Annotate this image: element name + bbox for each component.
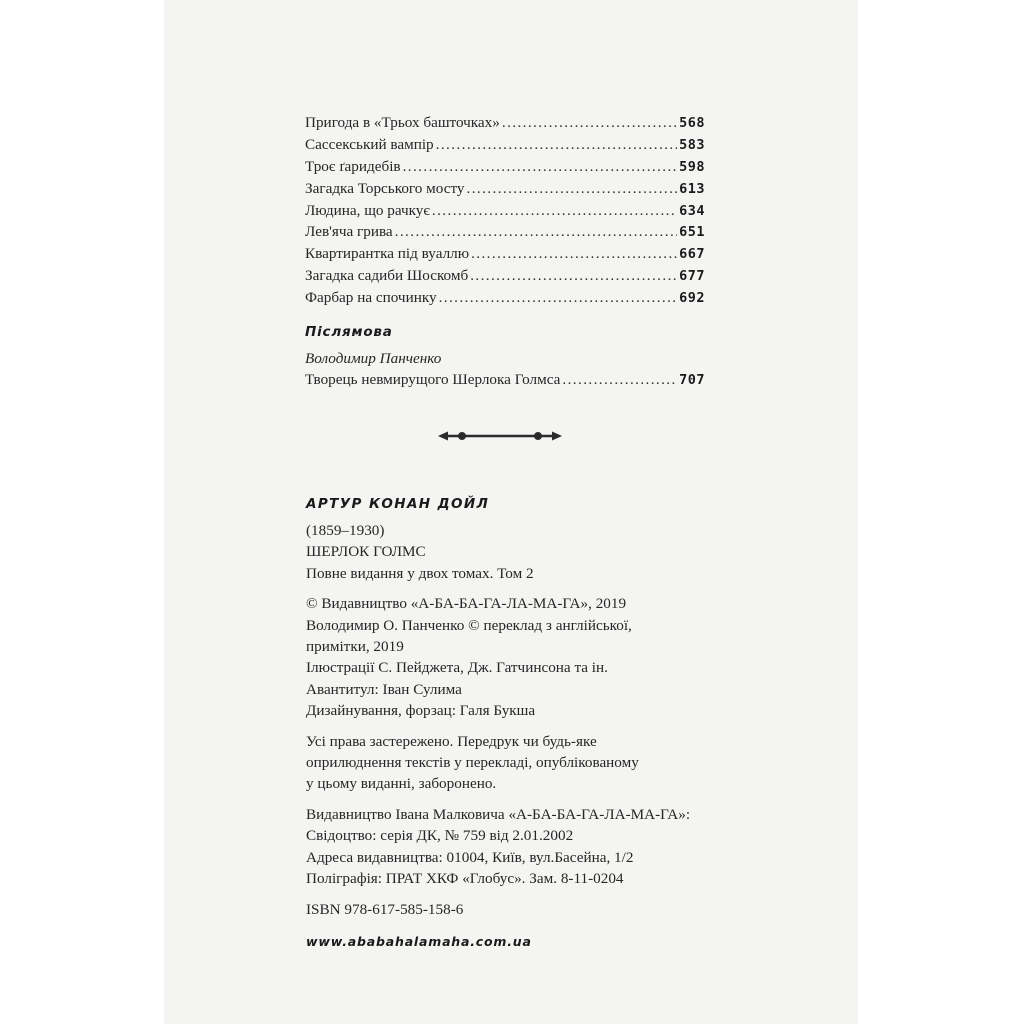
toc-entry-title: Пригода в «Трьох башточках»: [305, 114, 500, 131]
rights-line: оприлюднення текстів у перекладі, опублікованому: [306, 754, 639, 772]
edition-info: Повне видання у двох томах. Том 2: [306, 564, 534, 582]
publisher-line: Видавництво Івана Малковича «А-БА-БА-ГА-ЛА-МА-ГА»:: [306, 805, 691, 823]
author-name: АРТУР КОНАН ДОЙЛ: [306, 496, 490, 512]
dot-leader: [439, 287, 678, 309]
afterword-heading: Післямова: [305, 324, 393, 341]
toc-entry-page: 598: [679, 158, 705, 175]
rights-line: у цьому виданні, заборонено.: [306, 775, 497, 793]
dot-leader: [403, 156, 678, 178]
toc-entry-title: Лев'яча грива: [305, 223, 393, 241]
publisher-line: Поліграфія: ПРАТ ХКФ «Глобус». Зам. 8-11-0204: [306, 870, 624, 888]
toc-entry-title: Фарбар на спочинку: [305, 289, 437, 307]
toc-entry-page: 651: [679, 224, 705, 241]
credit-line: Володимир О. Панченко © переклад з англійської,: [306, 616, 632, 634]
publisher-line: Адреса видавництва: 01004, Київ, вул.Басейна, 1/2: [306, 848, 634, 866]
toc-entry-page: 707: [679, 372, 705, 389]
dot-leader: [395, 221, 677, 243]
toc-entry-title: Загадка садиби Шоскомб: [305, 267, 469, 285]
dot-leader: [502, 112, 677, 134]
dot-leader: [471, 243, 677, 265]
credit-line: Ілюстрації С. Пейджета, Дж. Гатчинсона та ін.: [306, 659, 608, 677]
dot-leader: [470, 265, 677, 287]
toc-entry-page: 692: [679, 290, 705, 307]
ornament-divider-icon: [438, 427, 562, 445]
dot-leader: [562, 369, 677, 391]
website-link[interactable]: www.ababahalamaha.com.ua: [306, 933, 532, 949]
toc-entry-title: Творець невмирущого Шерлока Голмса: [305, 371, 561, 389]
publisher-line: Свідоцтво: серія ДК, № 759 від 2.01.2002: [306, 827, 574, 845]
toc-entry-page: 677: [679, 268, 705, 285]
credit-line: Авантитул: Іван Сулима: [306, 680, 462, 698]
dot-leader: [432, 200, 677, 222]
toc-entry-page: 667: [679, 246, 705, 263]
toc-entry-afterword: [305, 369, 705, 391]
toc-entry: [305, 243, 705, 265]
toc-entry-page: 583: [679, 136, 705, 153]
book-title: ШЕРЛОК ГОЛМС: [306, 543, 426, 561]
table-of-contents: [305, 112, 705, 391]
toc-entry: [305, 134, 705, 156]
toc-entry-title: Троє ґаридебів: [305, 157, 401, 175]
toc-entry: [305, 200, 705, 222]
imprint-block: [306, 494, 746, 952]
toc-entry: [305, 112, 705, 134]
credit-line: © Видавництво «А-БА-БА-ГА-ЛА-МА-ГА», 2019: [306, 595, 627, 613]
toc-entry: [305, 156, 705, 178]
toc-entry-page: 613: [679, 180, 705, 197]
author-years: (1859–1930): [306, 522, 385, 539]
toc-entry-title: Квартирантка під вуаллю: [305, 245, 470, 263]
credits-block: [306, 593, 746, 721]
toc-entry-page: 568: [679, 115, 705, 131]
rights-line: Усі права застережено. Передрук чи будь-яке: [306, 732, 597, 750]
isbn: ISBN 978-617-585-158-6: [306, 900, 464, 918]
toc-entry-page: 634: [679, 202, 705, 219]
credit-line: примітки, 2019: [306, 638, 404, 656]
toc-entry-title: Загадка Торського мосту: [305, 179, 465, 197]
rights-block: [306, 731, 746, 795]
toc-entry: [305, 287, 705, 309]
publisher-block: [306, 804, 746, 890]
afterword-author: Володимир Панченко: [305, 350, 442, 368]
toc-entry-title: Сассекський вампір: [305, 135, 434, 153]
dot-leader: [467, 178, 678, 200]
credit-line: Дизайнування, форзац: Галя Букша: [306, 702, 536, 720]
dot-leader: [436, 134, 677, 156]
toc-entry: [305, 265, 705, 287]
toc-entry: [305, 178, 705, 200]
toc-entry: [305, 221, 705, 243]
toc-entry-title: Людина, що рачкує: [305, 201, 430, 219]
